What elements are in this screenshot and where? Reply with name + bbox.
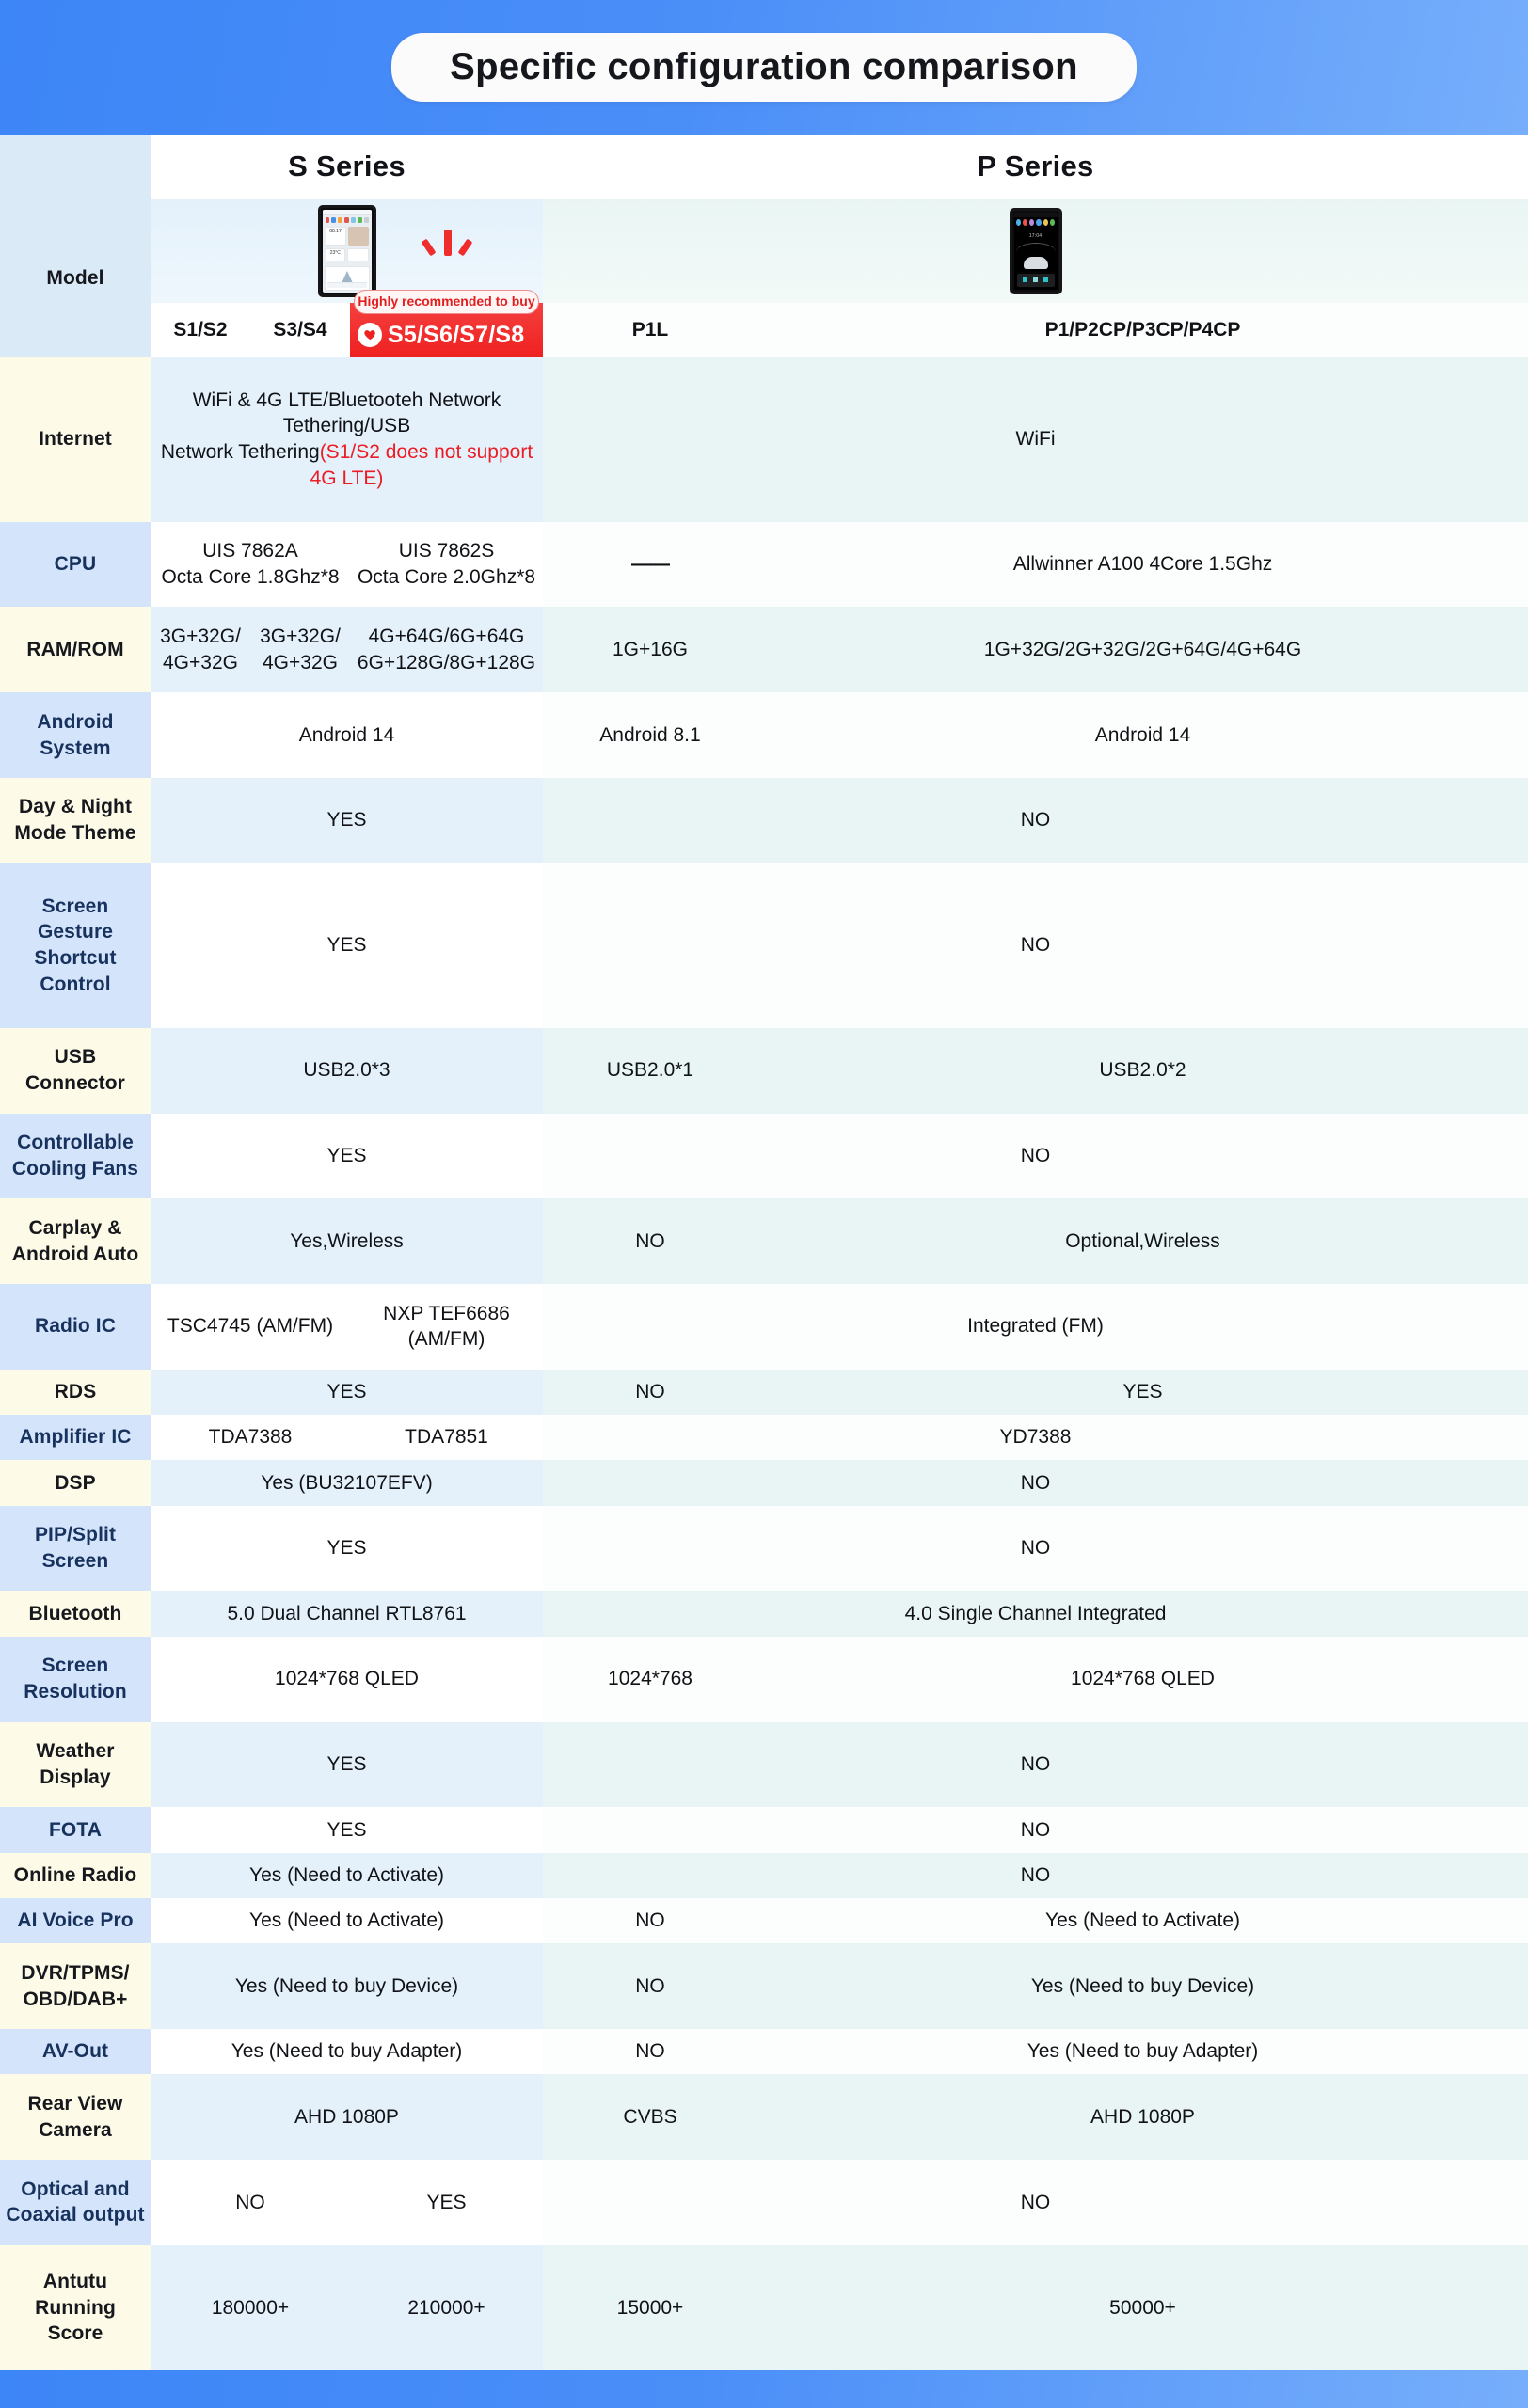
footer-strip [0,2370,1528,2408]
cell-p-all-23: NO [543,2160,1528,2245]
cell-p1-19: NO [543,1898,757,1943]
cell-s-all-6: USB2.0*3 [151,1028,543,1114]
cell-s-b-24: 210000+ [350,2245,543,2370]
cell-p1-24: 15000+ [543,2245,757,2370]
row-label-7: Controllable Cooling Fans [0,1114,151,1199]
cell-p1-8: NO [543,1198,757,1284]
page-title: Specific configuration comparison [450,46,1078,87]
cell-s-all-20: Yes (Need to buy Device) [151,1943,543,2029]
cell-s-all-18: Yes (Need to Activate) [151,1853,543,1898]
row-label-0: Internet [0,357,151,522]
row-label-22: Rear View Camera [0,2074,151,2160]
cell-p2-22: AHD 1080P [757,2074,1528,2160]
cell-s1-2: 3G+32G/ 4G+32G [151,607,250,692]
cell-s3-2: 4G+64G/6G+64G 6G+128G/8G+128G [350,607,543,692]
recommend-tooltip-label: Highly recommended to buy [358,293,535,309]
row-label-15: Screen Resolution [0,1637,151,1722]
row-label-11: Amplifier IC [0,1415,151,1460]
cell-s-all-14: 5.0 Dual Channel RTL8761 [151,1591,543,1636]
row-label-1: CPU [0,522,151,608]
cell-s-a-23: NO [151,2160,350,2245]
comparison-table-wrap [0,135,1528,2370]
table-row [0,1853,1528,1898]
row-label-4: Day & Night Mode Theme [0,778,151,863]
p-model-image-cell [543,199,1528,303]
row-label-16: Weather Display [0,1722,151,1808]
cell-p2-10: YES [757,1370,1528,1415]
s-series-device-mockup: 08:17 23°C [318,205,376,297]
cell-p2-1: Allwinner A100 4Core 1.5Ghz [757,522,1528,608]
cell-s-all-22: AHD 1080P [151,2074,543,2160]
cell-p-all-4: NO [543,778,1528,863]
cell-p-all-14: 4.0 Single Channel Integrated [543,1591,1528,1636]
cell-p-all-13: NO [543,1506,1528,1592]
series-header-row [0,135,1528,199]
table-row [0,1114,1528,1199]
model-name-row [0,303,1528,357]
cell-s-all-5: YES [151,863,543,1028]
cell-p2-15: 1024*768 QLED [757,1637,1528,1722]
row-label-20: DVR/TPMS/ OBD/DAB+ [0,1943,151,2029]
model-s2-cell: S3/S4 [250,303,350,357]
model-image-row [0,199,1528,303]
cell-p1-6: USB2.0*1 [543,1028,757,1114]
p-series-header: P Series [543,135,1528,199]
cell-s-all-15: 1024*768 QLED [151,1637,543,1722]
cell-s-b-23: YES [350,2160,543,2245]
cell-p-all-16: NO [543,1722,1528,1808]
cell-p-all-17: NO [543,1807,1528,1852]
cell-s-all-12: Yes (BU32107EFV) [151,1460,543,1505]
row-label-6: USB Connector [0,1028,151,1114]
row-label-23: Optical and Coaxial output [0,2160,151,2245]
cell-s-all-4: YES [151,778,543,863]
cell-p1-21: NO [543,2029,757,2074]
row-label-12: DSP [0,1460,151,1505]
row-label-24: Antutu Running Score [0,2245,151,2370]
cell-p-all-9: Integrated (FM) [543,1284,1528,1370]
table-row [0,2029,1528,2074]
header-banner [0,0,1528,135]
row-label-8: Carplay & Android Auto [0,1198,151,1284]
table-row [0,1460,1528,1505]
cell-p2-8: Optional,Wireless [757,1198,1528,1284]
burst-rays-icon [419,230,475,261]
s-series-header: S Series [151,135,543,199]
table-row [0,357,1528,522]
model-p1-cell: P1L [543,303,757,357]
table-row [0,1943,1528,2029]
cell-s-all-3: Android 14 [151,692,543,778]
cell-s-all-16: YES [151,1722,543,1808]
row-label-17: FOTA [0,1807,151,1852]
model-p2-cell: P1/P2CP/P3CP/P4CP [757,303,1528,357]
cell-s-a-1: UIS 7862A Octa Core 1.8Ghz*8 [151,522,350,608]
cell-s-b-11: TDA7851 [350,1415,543,1460]
cell-p1-1: —— [543,522,757,608]
cell-p-all-11: YD7388 [543,1415,1528,1460]
cell-s-all-8: Yes,Wireless [151,1198,543,1284]
table-row [0,1898,1528,1943]
cell-s-all-7: YES [151,1114,543,1199]
table-row [0,1284,1528,1370]
cell-s-all-0: WiFi & 4G LTE/Bluetooteh Network Tethering/USB Network Tethering(S1/S2 does not support 4G LTE) [151,357,543,522]
table-row [0,607,1528,692]
cell-p2-20: Yes (Need to buy Device) [757,1943,1528,2029]
row-label-18: Online Radio [0,1853,151,1898]
s-model-image-cell [151,199,543,303]
table-row [0,1028,1528,1114]
cell-p1-2: 1G+16G [543,607,757,692]
row-label-21: AV-Out [0,2029,151,2074]
cell-s-a-24: 180000+ [151,2245,350,2370]
table-row [0,2074,1528,2160]
table-row [0,1506,1528,1592]
cell-p2-24: 50000+ [757,2245,1528,2370]
cell-s-all-13: YES [151,1506,543,1592]
cell-p1-15: 1024*768 [543,1637,757,1722]
table-row [0,1722,1528,1808]
model-s1-cell: S1/S2 [151,303,250,357]
row-label-10: RDS [0,1370,151,1415]
cell-s-all-19: Yes (Need to Activate) [151,1898,543,1943]
row-label-model: Model [0,199,151,357]
row-label-19: AI Voice Pro [0,1898,151,1943]
row-label-2: RAM/ROM [0,607,151,692]
table-row [0,2160,1528,2245]
p-series-device-mockup: 17:04 [1010,208,1062,294]
cell-p2-2: 1G+32G/2G+32G/2G+64G/4G+64G [757,607,1528,692]
cell-p1-3: Android 8.1 [543,692,757,778]
table-row [0,522,1528,608]
row-label-9: Radio IC [0,1284,151,1370]
cell-s-a-11: TDA7388 [151,1415,350,1460]
cell-p2-6: USB2.0*2 [757,1028,1528,1114]
table-row [0,2245,1528,2370]
cell-p2-3: Android 14 [757,692,1528,778]
heart-icon [358,323,382,347]
cell-p2-21: Yes (Need to buy Adapter) [757,2029,1528,2074]
cell-s-a-9: TSC4745 (AM/FM) [151,1284,350,1370]
table-row [0,1807,1528,1852]
row-label-14: Bluetooth [0,1591,151,1636]
table-row [0,1415,1528,1460]
model-s3-label: S5/S6/S7/S8 [388,322,525,349]
row-label-13: PIP/Split Screen [0,1506,151,1592]
corner-cell [0,135,151,199]
row-label-5: Screen Gesture Shortcut Control [0,863,151,1028]
cell-s-b-1: UIS 7862S Octa Core 2.0Ghz*8 [350,522,543,608]
model-s3-recommended-cell [350,293,543,357]
recommend-tooltip [354,290,539,314]
cell-p1-22: CVBS [543,2074,757,2160]
cell-s-all-17: YES [151,1807,543,1852]
cell-p-all-5: NO [543,863,1528,1028]
cell-s-all-21: Yes (Need to buy Adapter) [151,2029,543,2074]
table-row [0,863,1528,1028]
cell-p2-19: Yes (Need to Activate) [757,1898,1528,1943]
cell-p-all-7: NO [543,1114,1528,1199]
title-pill [391,33,1137,102]
table-row [0,1637,1528,1722]
table-row [0,778,1528,863]
table-row [0,1198,1528,1284]
table-row [0,1370,1528,1415]
table-row [0,1591,1528,1636]
cell-s-b-9: NXP TEF6686 (AM/FM) [350,1284,543,1370]
cell-s-all-10: YES [151,1370,543,1415]
table-row [0,692,1528,778]
cell-p1-10: NO [543,1370,757,1415]
recommended-badge [350,293,543,357]
internet-warning-note: (S1/S2 does not support 4G LTE) [310,441,533,489]
cell-p-all-12: NO [543,1460,1528,1505]
comparison-table [0,135,1528,2370]
cell-s2-2: 3G+32G/ 4G+32G [250,607,350,692]
cell-p1-20: NO [543,1943,757,2029]
row-label-3: Android System [0,692,151,778]
cell-p-all-18: NO [543,1853,1528,1898]
cell-p-all-0: WiFi [543,357,1528,522]
